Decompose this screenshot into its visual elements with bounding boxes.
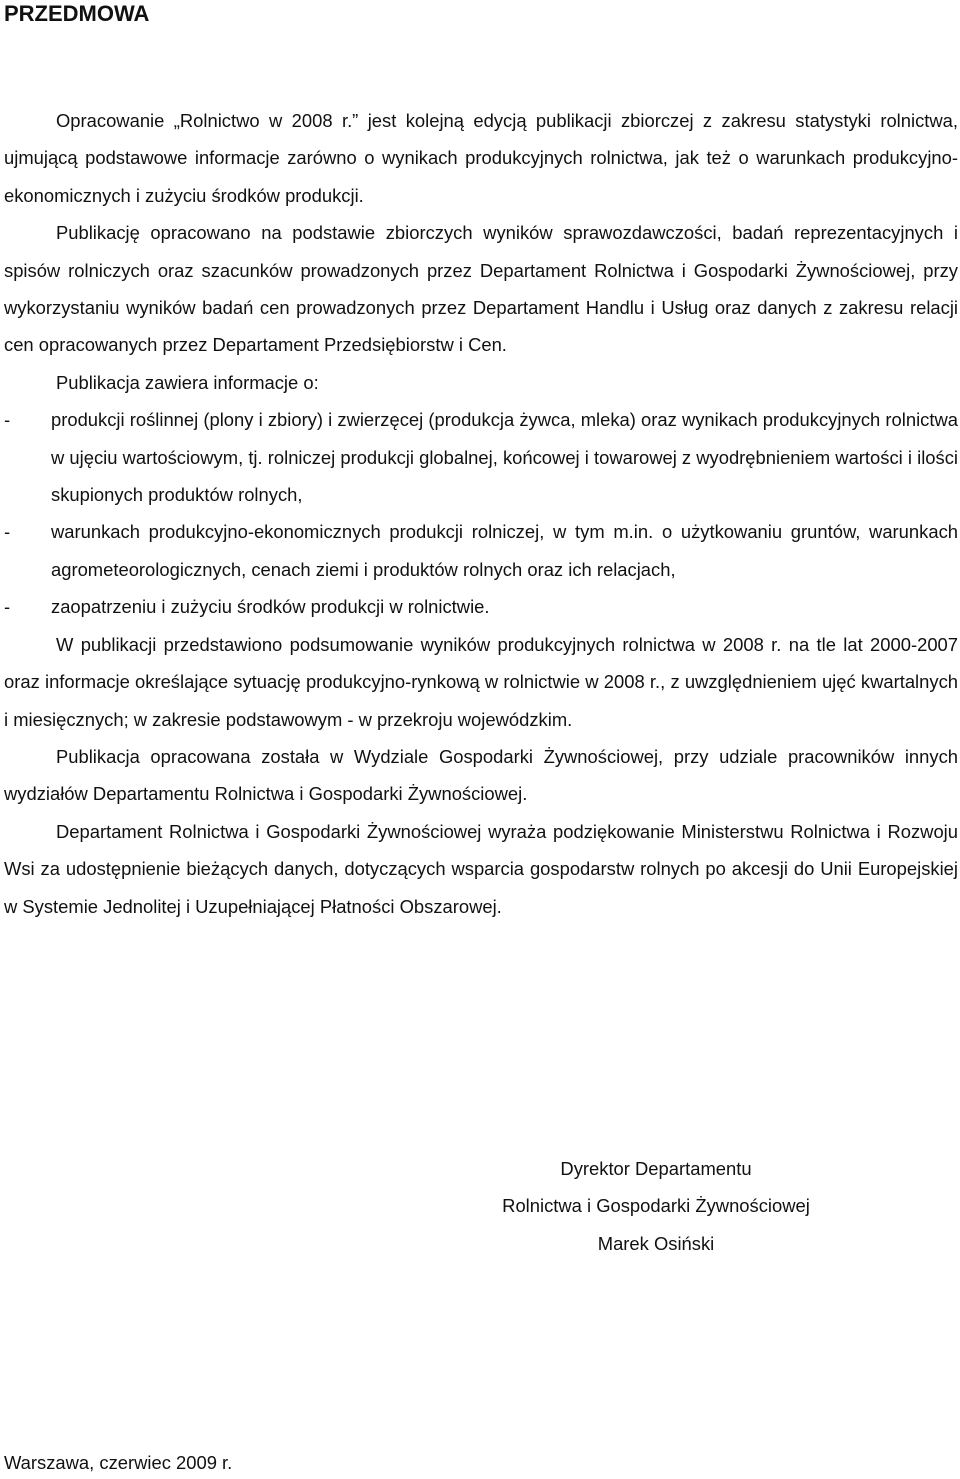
- paragraph-acknowledgement: Departament Rolnictwa i Gospodarki Żywnościowej wyraża podziękowanie Ministerstwu Rolnictwa i Rozwoju Wsi za udostępnienie bieżących danych, dotyczących wsparcia gospodarstw rolnych po akcesji do Unii Europejskiej w Systemie Jednolitej i Uzupełniającej Płatności Obszarowej.: [4, 820, 958, 917]
- contents-list: [4, 401, 958, 625]
- list-dash: -: [4, 521, 11, 543]
- list-dash: -: [4, 409, 11, 431]
- place-date: Warszawa, czerwiec 2009 r.: [4, 1452, 233, 1473]
- list-item-text: produkcji roślinnej (plony i zbiory) i zwierzęcej (produkcja żywca, mleka) oraz wynikach produkcyjnych rolnictwa w ujęciu wartościowym, tj. rolniczej produkcji globalnej, końcowej i towarowej z wyodrębnieniem wartości i ilości skupionych produktów rolnych,: [51, 409, 958, 506]
- paragraph-sources: Publikację opracowano na podstawie zbiorczych wyników sprawozdawczości, badań reprezentacyjnych i spisów rolniczych oraz szacunków prowadzonych przez Departament Rolnictwa i Gospodarki Żywnościowej, przy wykorzystaniu wyników badań cen prowadzonych przez Departament Handlu i Usług oraz danych z zakresu relacji cen opracowanych przez Departament Przedsiębiorstw i Cen.: [4, 222, 958, 356]
- preface-body: [4, 102, 958, 925]
- list-item-text: warunkach produkcyjno-ekonomicznych produkcji rolniczej, w tym m.in. o użytkowaniu gruntów, warunkach agrometeorologicznych, cenach ziemi i produktów rolnych oraz ich relacjach,: [51, 521, 958, 580]
- list-item: [4, 401, 958, 513]
- page-title: PRZEDMOWA: [4, 1, 150, 26]
- signature-department: Rolnictwa i Gospodarki Żywnościowej: [502, 1195, 810, 1217]
- list-item-text: zaopatrzeniu i zużyciu środków produkcji w rolnictwie.: [51, 596, 490, 618]
- list-dash: -: [4, 596, 11, 618]
- paragraph-authors: Publikacja opracowana została w Wydziale Gospodarki Żywnościowej, przy udziale pracowników innych wydziałów Departamentu Rolnictwa i Gospodarki Żywnościowej.: [4, 745, 958, 805]
- list-item: [4, 513, 958, 588]
- paragraph-contents-intro: Publikacja zawiera informacje o:: [56, 371, 319, 393]
- paragraph-intro: Opracowanie „Rolnictwo w 2008 r.” jest kolejną edycją publikacji zbiorczej z zakresu statystyki rolnictwa, ujmującą podstawowe informacje zarówno o wynikach produkcyjnych rolnictwa, jak też o warunkach produkcyjno-ekonomicznych i zużyciu środków produkcji.: [4, 110, 958, 206]
- paragraph-summary: W publikacji przedstawiono podsumowanie wyników produkcyjnych rolnictwa w 2008 r. na tle lat 2000-2007 oraz informacje określające sytuację produkcyjno-rynkową w rolnictwie w 2008 r., z uwzględnieniem ujęć kwartalnych i miesięcznych; w zakresie podstawowym - w przekroju wojewódzkim.: [4, 633, 958, 730]
- signature-title: Dyrektor Departamentu: [560, 1158, 752, 1179]
- signature-name: Marek Osiński: [597, 1232, 715, 1254]
- list-item: [4, 588, 958, 625]
- signature-block: [440, 1150, 872, 1262]
